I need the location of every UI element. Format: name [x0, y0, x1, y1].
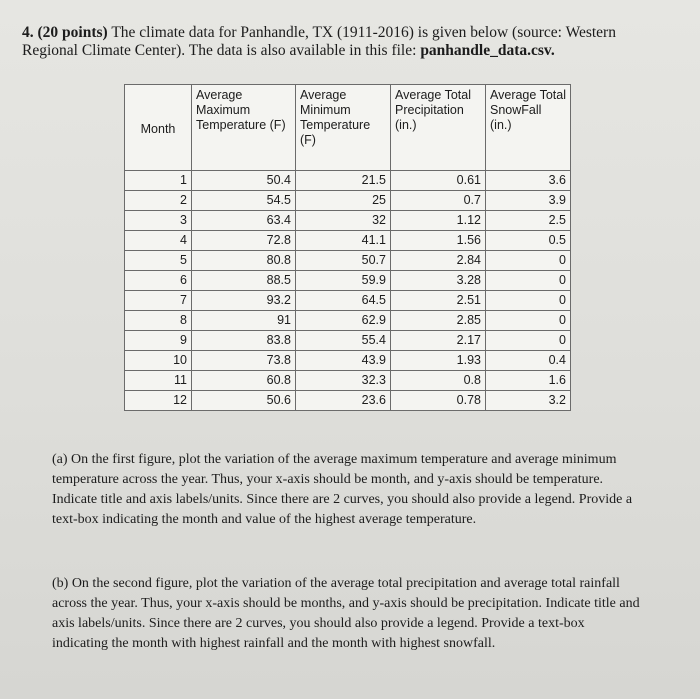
cell-avg-snowfall: 3.2 — [486, 391, 571, 411]
table-row — [125, 191, 571, 211]
table-row — [125, 351, 571, 371]
cell-month: 6 — [125, 271, 192, 291]
cell-avg-max-temp: 63.4 — [192, 211, 296, 231]
cell-avg-snowfall: 0 — [486, 291, 571, 311]
cell-month: 5 — [125, 251, 192, 271]
cell-avg-snowfall: 0 — [486, 271, 571, 291]
cell-month: 7 — [125, 291, 192, 311]
problem-intro: The climate data for Panhandle, TX (1911-2016) is given below (source: Western Regional Climate Center). The data is also available in this file: — [22, 24, 616, 59]
cell-avg-min-temp: 32 — [296, 211, 391, 231]
cell-avg-precip: 0.8 — [391, 371, 486, 391]
header-avg-precip: Average Total Precipitation (in.) — [391, 85, 486, 171]
cell-avg-precip: 0.61 — [391, 171, 486, 191]
cell-avg-precip: 3.28 — [391, 271, 486, 291]
cell-avg-min-temp: 43.9 — [296, 351, 391, 371]
cell-avg-snowfall: 1.6 — [486, 371, 571, 391]
cell-avg-precip: 2.51 — [391, 291, 486, 311]
cell-month: 4 — [125, 231, 192, 251]
data-filename: panhandle_data.csv. — [420, 42, 555, 59]
cell-avg-max-temp: 60.8 — [192, 371, 296, 391]
table-row — [125, 391, 571, 411]
cell-avg-max-temp: 50.6 — [192, 391, 296, 411]
climate-data-table — [124, 84, 571, 411]
cell-month: 12 — [125, 391, 192, 411]
header-avg-max-temp: Average Maximum Temperature (F) — [192, 85, 296, 171]
cell-avg-min-temp: 41.1 — [296, 231, 391, 251]
cell-avg-max-temp: 91 — [192, 311, 296, 331]
problem-points: (20 points) — [37, 24, 108, 41]
cell-avg-snowfall: 0.4 — [486, 351, 571, 371]
cell-avg-snowfall: 2.5 — [486, 211, 571, 231]
header-avg-min-temp: Average Minimum Temperature (F) — [296, 85, 391, 171]
table-row — [125, 311, 571, 331]
table-row — [125, 271, 571, 291]
cell-month: 1 — [125, 171, 192, 191]
cell-avg-max-temp: 93.2 — [192, 291, 296, 311]
cell-avg-max-temp: 88.5 — [192, 271, 296, 291]
cell-avg-snowfall: 3.9 — [486, 191, 571, 211]
table-row — [125, 331, 571, 351]
cell-avg-snowfall: 0 — [486, 331, 571, 351]
table-row — [125, 211, 571, 231]
problem-number: 4. — [22, 24, 34, 41]
table-row — [125, 171, 571, 191]
cell-avg-precip: 1.93 — [391, 351, 486, 371]
cell-avg-min-temp: 55.4 — [296, 331, 391, 351]
cell-avg-precip: 2.17 — [391, 331, 486, 351]
cell-month: 3 — [125, 211, 192, 231]
cell-month: 11 — [125, 371, 192, 391]
header-avg-snowfall: Average Total SnowFall (in.) — [486, 85, 571, 171]
question-a: (a) On the first figure, plot the variation of the average maximum temperature and average minimum temperature across the year. Thus, your x-axis should be month, and y-axis should be temperature. Indicate title and axis labels/units. Since there are 2 curves, you should also provide a legend. Provide a text-box indicating the month and value of the highest average temperature. — [52, 452, 633, 527]
cell-avg-min-temp: 64.5 — [296, 291, 391, 311]
cell-avg-max-temp: 72.8 — [192, 231, 296, 251]
cell-avg-min-temp: 21.5 — [296, 171, 391, 191]
cell-avg-min-temp: 50.7 — [296, 251, 391, 271]
cell-avg-min-temp: 62.9 — [296, 311, 391, 331]
cell-avg-precip: 1.12 — [391, 211, 486, 231]
table-row — [125, 371, 571, 391]
cell-avg-min-temp: 32.3 — [296, 371, 391, 391]
cell-avg-precip: 0.7 — [391, 191, 486, 211]
cell-avg-max-temp: 80.8 — [192, 251, 296, 271]
cell-avg-precip: 2.84 — [391, 251, 486, 271]
cell-avg-max-temp: 73.8 — [192, 351, 296, 371]
problem-heading — [22, 24, 672, 60]
cell-avg-snowfall: 0 — [486, 311, 571, 331]
question-b: (b) On the second figure, plot the variation of the average total precipitation and average total rainfall across the year. Thus, your x-axis should be months, and y-axis should be precipitation. Indicate title and axis labels/units. Since there are 2 curves, you should also provide a legend. Provide a text-box indicating the month with highest rainfall and the month with highest snowfall. — [52, 576, 640, 651]
cell-avg-snowfall: 3.6 — [486, 171, 571, 191]
header-month: Month — [125, 85, 192, 171]
table-body — [125, 171, 571, 411]
cell-avg-max-temp: 54.5 — [192, 191, 296, 211]
cell-avg-min-temp: 23.6 — [296, 391, 391, 411]
cell-month: 10 — [125, 351, 192, 371]
cell-avg-max-temp: 50.4 — [192, 171, 296, 191]
cell-avg-snowfall: 0.5 — [486, 231, 571, 251]
cell-avg-precip: 1.56 — [391, 231, 486, 251]
cell-avg-snowfall: 0 — [486, 251, 571, 271]
cell-avg-min-temp: 59.9 — [296, 271, 391, 291]
cell-month: 8 — [125, 311, 192, 331]
cell-avg-precip: 0.78 — [391, 391, 486, 411]
cell-avg-max-temp: 83.8 — [192, 331, 296, 351]
table-row — [125, 231, 571, 251]
cell-avg-precip: 2.85 — [391, 311, 486, 331]
table-row — [125, 251, 571, 271]
table-header-row — [125, 85, 571, 171]
cell-avg-min-temp: 25 — [296, 191, 391, 211]
cell-month: 2 — [125, 191, 192, 211]
table-row — [125, 291, 571, 311]
cell-month: 9 — [125, 331, 192, 351]
